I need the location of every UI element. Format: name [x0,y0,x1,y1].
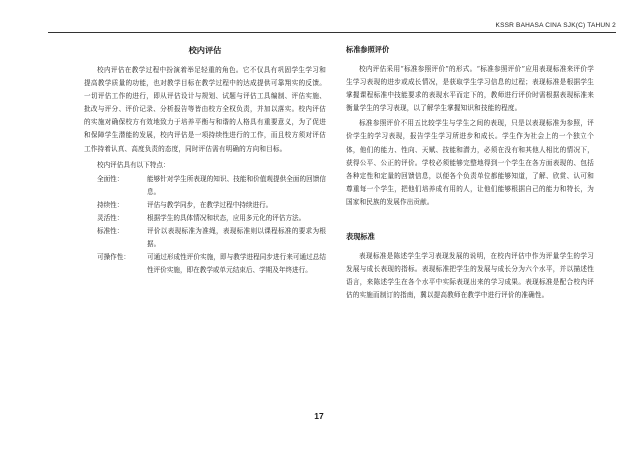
feature-item [97,225,326,251]
feature-text: 能够针对学生所表现的知识、技能和价值观提供全面的回馈信息。 [147,174,326,196]
feature-label: 可操作性： [97,253,130,262]
feature-item [97,199,326,212]
feature-text: 可通过形成性评价实施，即与教学进程同步进行来可通过总结性评价实施，即在教学或单元结束后、学期及年终进行。 [147,253,326,275]
features-list [97,173,326,278]
feature-item [97,173,326,199]
feature-item [97,212,326,225]
running-header: KSSR BAHASA CINA SJK(C) TAHUN 2 [495,22,616,29]
feature-label: 灵活性： [97,214,124,223]
section-title-performance-standards: 表现标准 [346,232,375,242]
feature-label: 全面性： [97,174,124,183]
body-paragraph: 校内评估采用“标准参照评价”的形式。“标准参照评价”应用表现标准来评价学生学习表现的进步或成长情况，是获取学生学习信息的过程；表现标准是根据学生掌握课程标准中技能要求的表现水平而定下的，教师进行评价时需根据表现标准来衡量学生的学习表现，以了解学生掌握知识和技能的程度。 [346,65,594,113]
feature-label: 标准性： [97,227,124,236]
body-paragraph: 校内评估在教学过程中扮演着举足轻重的角色。它不仅具有巩固学生学习和提高教学质量的功能，也对教学目标在教学过程中的达成提供可靠翔实的反馈。一切评估工作的进行，即从评估设计与规划、试题与评估工具编制、评估实施、批改与评分、评价记录、分析报告等皆由校方全权负责，并加以落实。校内评估的实施对确保校方有效地致力于培养平衡与和谐的人格具有重要意义，为了促进和保障学生潜能的发展，校内评估是一项持续性进行的工作，而且校方须对评估工作持着认真、高度负责的态度，同时评估需有明确的方向和目标。 [84,66,326,153]
page-number: 17 [314,411,324,421]
body-paragraph: 表现标准是陈述学生学习表现发展的说明，在校内评估中作为评量学生的学习发展与成长表现的指标。表现标准把学生的发展与成长分为六个水平，并以描述性语言，来陈述学生在各个水平中实际表现出来的学习成果。表现标准是配合校内评估的实施而制订的指南，冀以提高教师在教学中进行评价的准确性。 [346,252,594,300]
section-title-criterion-referenced: 标准参照评价 [346,45,390,54]
features-intro: 校内评估具有以下特点： [97,160,170,169]
right-column [346,44,594,302]
left-column [84,44,326,278]
feature-item [97,251,326,277]
feature-label: 持续性： [97,200,124,209]
feature-text: 评估与教学同步，在教学过程中持续进行。 [147,200,273,209]
feature-text: 根据学生的具体情况和状态，应用多元化的评估方法。 [147,214,306,223]
header-divider [48,32,616,33]
section-title-school-assessment: 校内评估 [188,45,222,55]
feature-text: 评价以表现标准为准绳，表现标准则以课程标准的要求为根据。 [147,227,326,249]
body-paragraph: 标准参照评价不用五比较学生与学生之间的表现，只是以表现标准为参照，评价学生的学习表现，报告学生学习所进步和成长。学生作为社会上的一个独立个体，他们的能力、性向、天赋、技能和潜力，必须在没有和其他人相比的情况下，获得公平、公正的评价。学校必须能够完整地得到一个学生在各方面表现的、包括各种定性和定量的回馈信息，以便各个负责单位都能够知道，了解、欣赏、认可和尊重每一个学生，把他们培养成有用的人，让他们能够根据自己的能力和特长，为国家和民族的发展作出贡献。 [346,119,594,206]
